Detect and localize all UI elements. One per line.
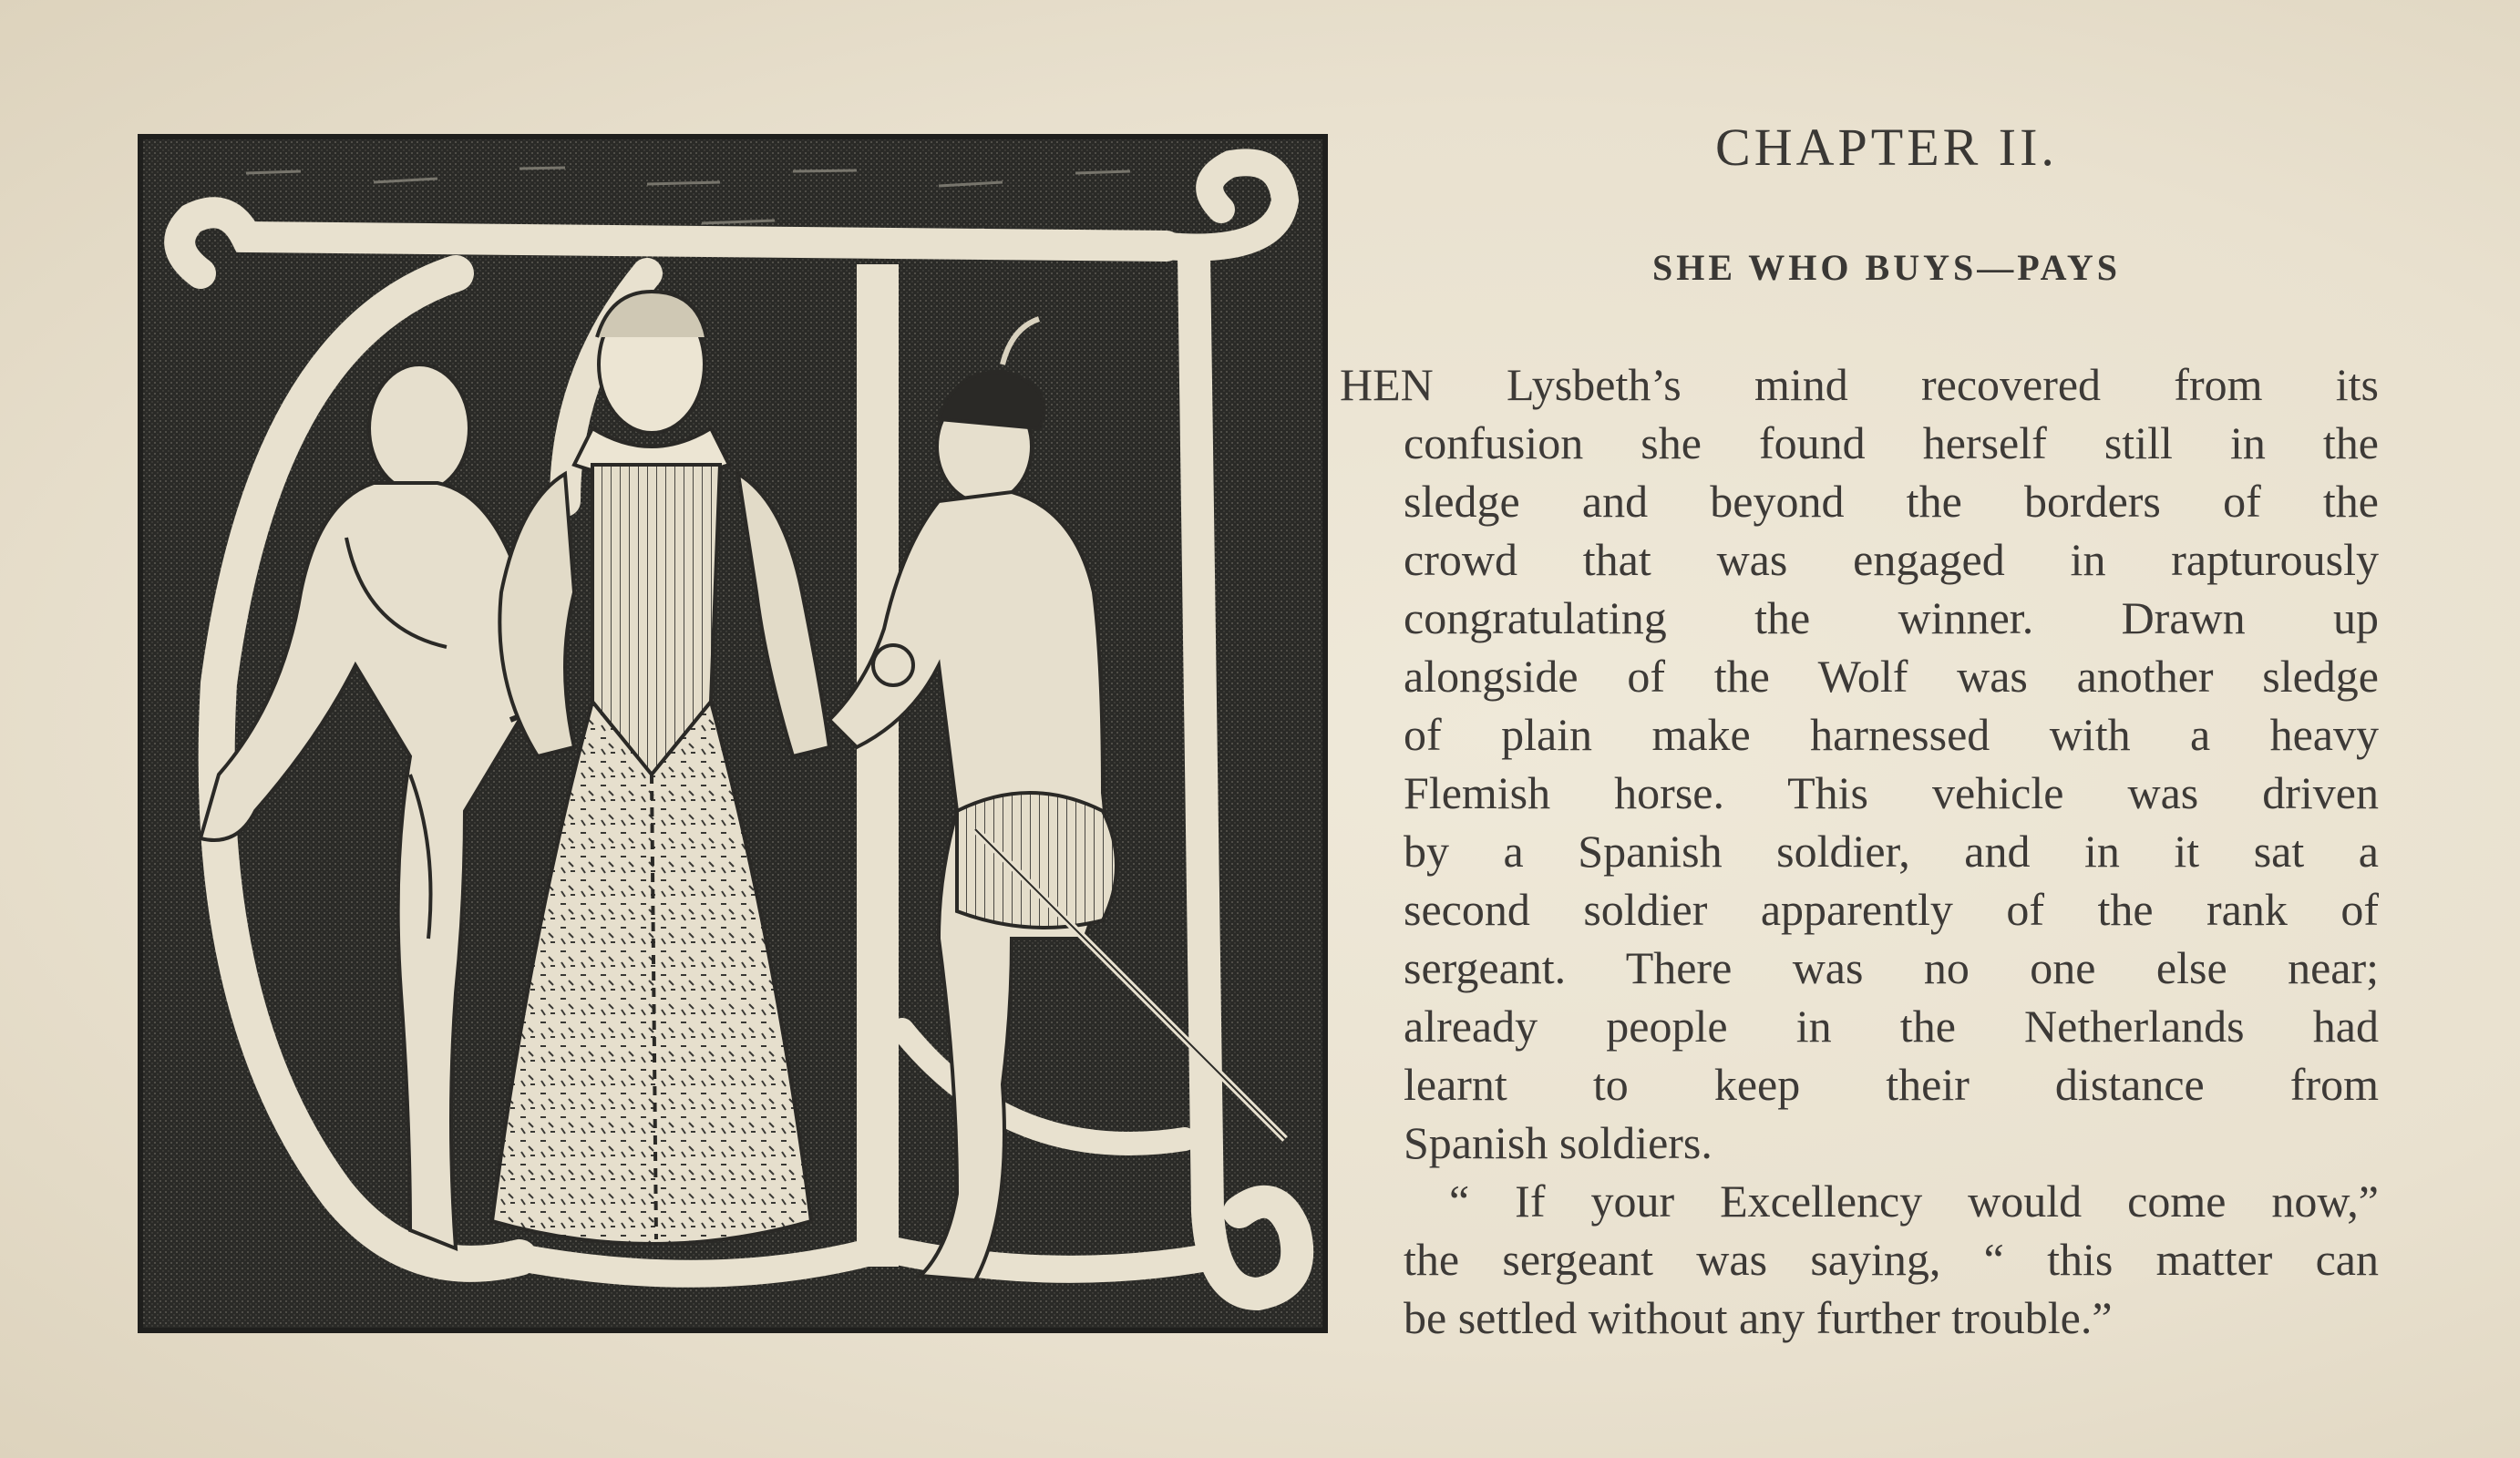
text-line: confusion she found herself still in the [1404, 417, 2379, 468]
text-line: “ If your Excellency would come now,” [1449, 1176, 2379, 1227]
text-line: learnt to keep their distance from [1404, 1059, 2379, 1110]
chapter-body-text [1340, 355, 2379, 1347]
text-line: already people in the Netherlands had [1404, 1001, 2379, 1052]
text-line: sergeant. There was no one else near; [1404, 942, 2379, 993]
text-line: Spanish soldiers. [1404, 1117, 1713, 1168]
text-line: alongside of the Wolf was another sledge [1404, 651, 2379, 702]
text-line: second soldier apparently of the rank of [1404, 884, 2379, 935]
text-line: Flemish horse. This vehicle was driven [1404, 767, 2379, 818]
text-line: of plain make harnessed with a heavy [1404, 709, 2379, 760]
chapter-subtitle: SHE WHO BUYS—PAYS [1651, 247, 2122, 288]
text-line: the sergeant was saying, “ this matter can [1404, 1234, 2379, 1285]
text-line: crowd that was engaged in rapturously [1404, 534, 2379, 585]
drop-cap-illustration [137, 118, 1331, 1340]
text-line: by a Spanish soldier, and in it sat a [1404, 826, 2379, 877]
text-line: be settled without any further trouble.” [1404, 1292, 2113, 1343]
text-line: sledge and beyond the borders of the [1404, 476, 2379, 527]
chapter-title: CHAPTER II. [1715, 118, 2058, 177]
engraving-drawing [137, 118, 1331, 1340]
text-line: congratulating the winner. Drawn up [1404, 592, 2379, 643]
text-line: HEN Lysbeth’s mind recovered from its [1340, 359, 2379, 410]
